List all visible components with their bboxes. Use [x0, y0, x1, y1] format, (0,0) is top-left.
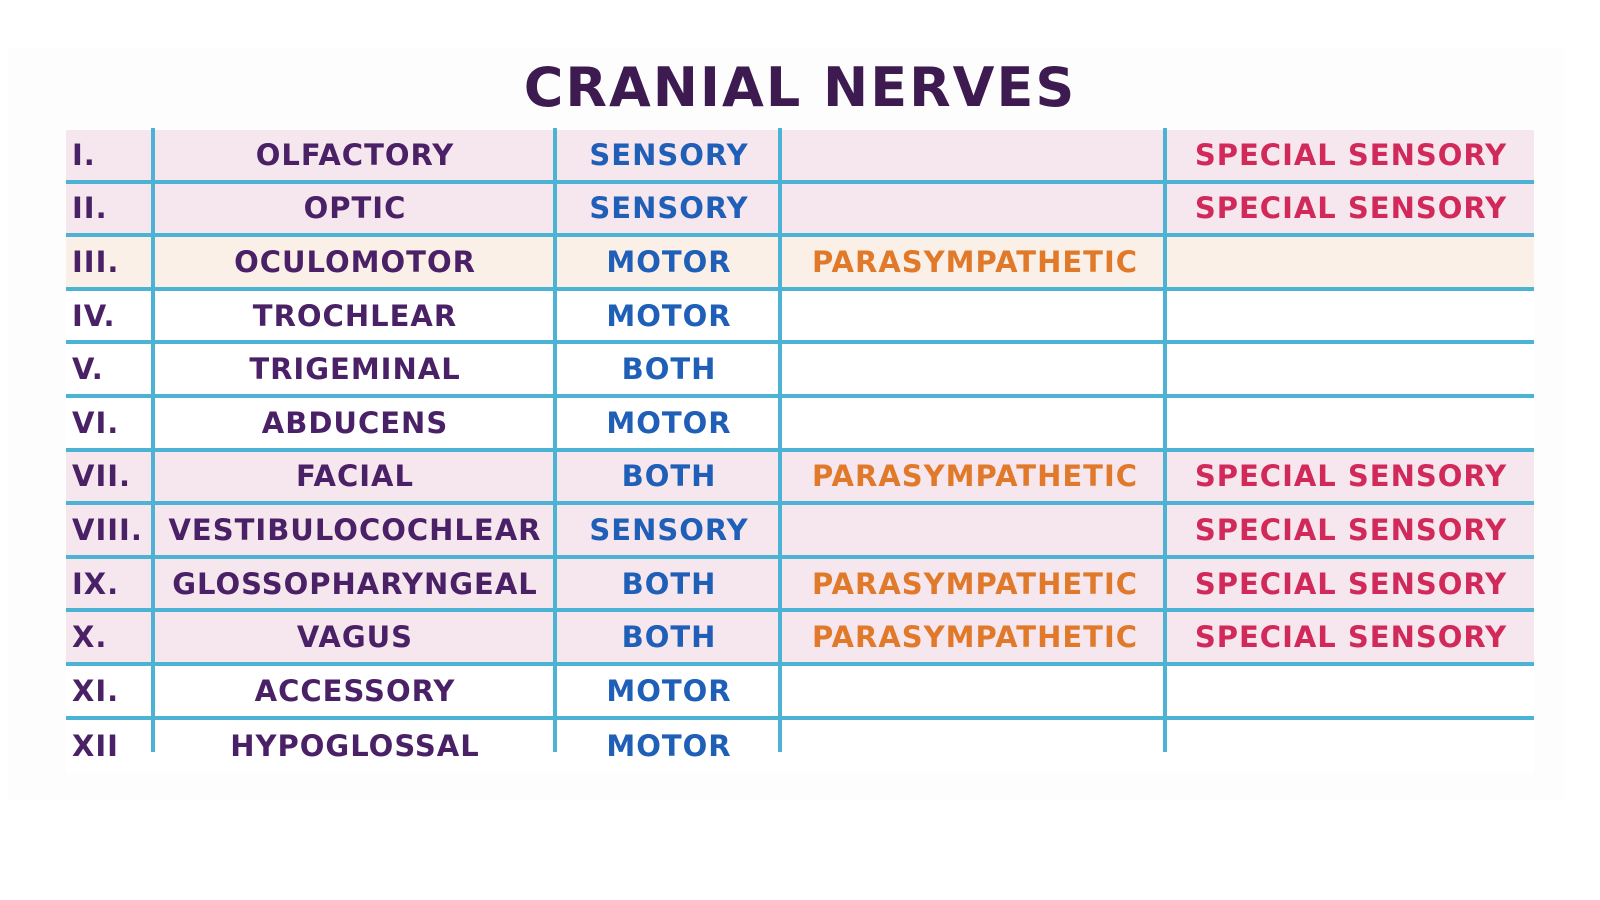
- nerve-numeral: I.: [72, 137, 96, 172]
- nerve-name: FACIAL: [296, 459, 414, 494]
- nerve-name: HYPOGLOSSAL: [230, 729, 480, 764]
- nerve-numeral: V.: [72, 352, 104, 387]
- nerve-numeral: IX.: [72, 566, 120, 601]
- column-divider-4: [1163, 128, 1167, 752]
- nerve-type: MOTOR: [606, 298, 732, 333]
- nerve-special-sensory: SPECIAL SENSORY: [1194, 566, 1508, 601]
- nerve-type: BOTH: [621, 459, 717, 494]
- nerve-numeral: IV.: [72, 298, 116, 333]
- table-row: [66, 505, 1534, 559]
- nerve-parasympathetic: PARASYMPATHETIC: [811, 620, 1139, 655]
- nerve-special-sensory: SPECIAL SENSORY: [1194, 191, 1508, 226]
- table-row: [66, 720, 1534, 774]
- nerve-numeral: X.: [72, 620, 108, 655]
- nerve-type: SENSORY: [589, 137, 749, 172]
- nerve-type: MOTOR: [606, 405, 732, 440]
- nerve-special-sensory: [1168, 291, 1534, 341]
- nerve-numeral: III.: [72, 244, 120, 279]
- column-divider-1: [151, 128, 155, 752]
- nerve-special-sensory: [1168, 237, 1534, 287]
- nerve-type: SENSORY: [589, 512, 749, 547]
- page-title: CRANIAL NERVES: [523, 56, 1077, 119]
- nerve-type: SENSORY: [589, 191, 749, 226]
- nerve-name: ABDUCENS: [261, 405, 449, 440]
- nerve-name: OPTIC: [303, 191, 407, 226]
- table-row: [66, 559, 1534, 613]
- table-row: [66, 666, 1534, 720]
- nerve-name: TROCHLEAR: [252, 298, 458, 333]
- nerve-parasympathetic: [782, 291, 1168, 341]
- nerve-type: MOTOR: [606, 673, 732, 708]
- nerve-type: MOTOR: [606, 729, 732, 764]
- table-row: [66, 291, 1534, 345]
- nerve-numeral: VI.: [72, 405, 120, 440]
- nerve-parasympathetic: [782, 398, 1168, 448]
- nerve-parasympathetic: PARASYMPATHETIC: [811, 459, 1139, 494]
- column-divider-2: [553, 128, 557, 752]
- nerve-special-sensory: [1168, 398, 1534, 448]
- cranial-nerves-table: [66, 130, 1534, 773]
- nerve-parasympathetic: [782, 505, 1168, 555]
- nerve-numeral: VII.: [72, 459, 132, 494]
- nerve-type: BOTH: [621, 620, 717, 655]
- table-row: [66, 184, 1534, 238]
- nerve-special-sensory: SPECIAL SENSORY: [1194, 459, 1508, 494]
- nerve-special-sensory: [1168, 344, 1534, 394]
- nerve-parasympathetic: [782, 184, 1168, 234]
- nerve-type: MOTOR: [606, 244, 732, 279]
- nerve-special-sensory: SPECIAL SENSORY: [1194, 512, 1508, 547]
- column-divider-3: [778, 128, 782, 752]
- nerve-name: OCULOMOTOR: [234, 244, 476, 279]
- table-row: [66, 612, 1534, 666]
- nerve-special-sensory: [1168, 666, 1534, 716]
- nerve-numeral: VIII.: [72, 512, 143, 547]
- table-row: [66, 398, 1534, 452]
- nerve-name: VAGUS: [296, 620, 414, 655]
- nerve-numeral: II.: [72, 191, 108, 226]
- table-row: [66, 130, 1534, 184]
- nerve-name: GLOSSOPHARYNGEAL: [172, 566, 538, 601]
- nerve-parasympathetic: [782, 130, 1168, 180]
- nerve-special-sensory: [1168, 720, 1534, 774]
- table-row: [66, 237, 1534, 291]
- nerve-name: ACCESSORY: [254, 673, 456, 708]
- nerve-parasympathetic: [782, 344, 1168, 394]
- nerve-parasympathetic: PARASYMPATHETIC: [811, 566, 1139, 601]
- nerve-type: BOTH: [621, 566, 717, 601]
- nerve-name: VESTIBULOCOCHLEAR: [168, 512, 542, 547]
- nerve-special-sensory: SPECIAL SENSORY: [1194, 137, 1508, 172]
- table-row: [66, 344, 1534, 398]
- nerve-parasympathetic: [782, 666, 1168, 716]
- nerve-name: OLFACTORY: [255, 137, 455, 172]
- nerve-special-sensory: SPECIAL SENSORY: [1194, 620, 1508, 655]
- nerve-type: BOTH: [621, 352, 717, 387]
- nerve-parasympathetic: PARASYMPATHETIC: [811, 244, 1139, 279]
- nerve-numeral: XII: [72, 729, 119, 764]
- nerve-name: TRIGEMINAL: [249, 352, 461, 387]
- nerve-numeral: XI.: [72, 673, 120, 708]
- table-row: [66, 452, 1534, 506]
- nerve-parasympathetic: [782, 720, 1168, 774]
